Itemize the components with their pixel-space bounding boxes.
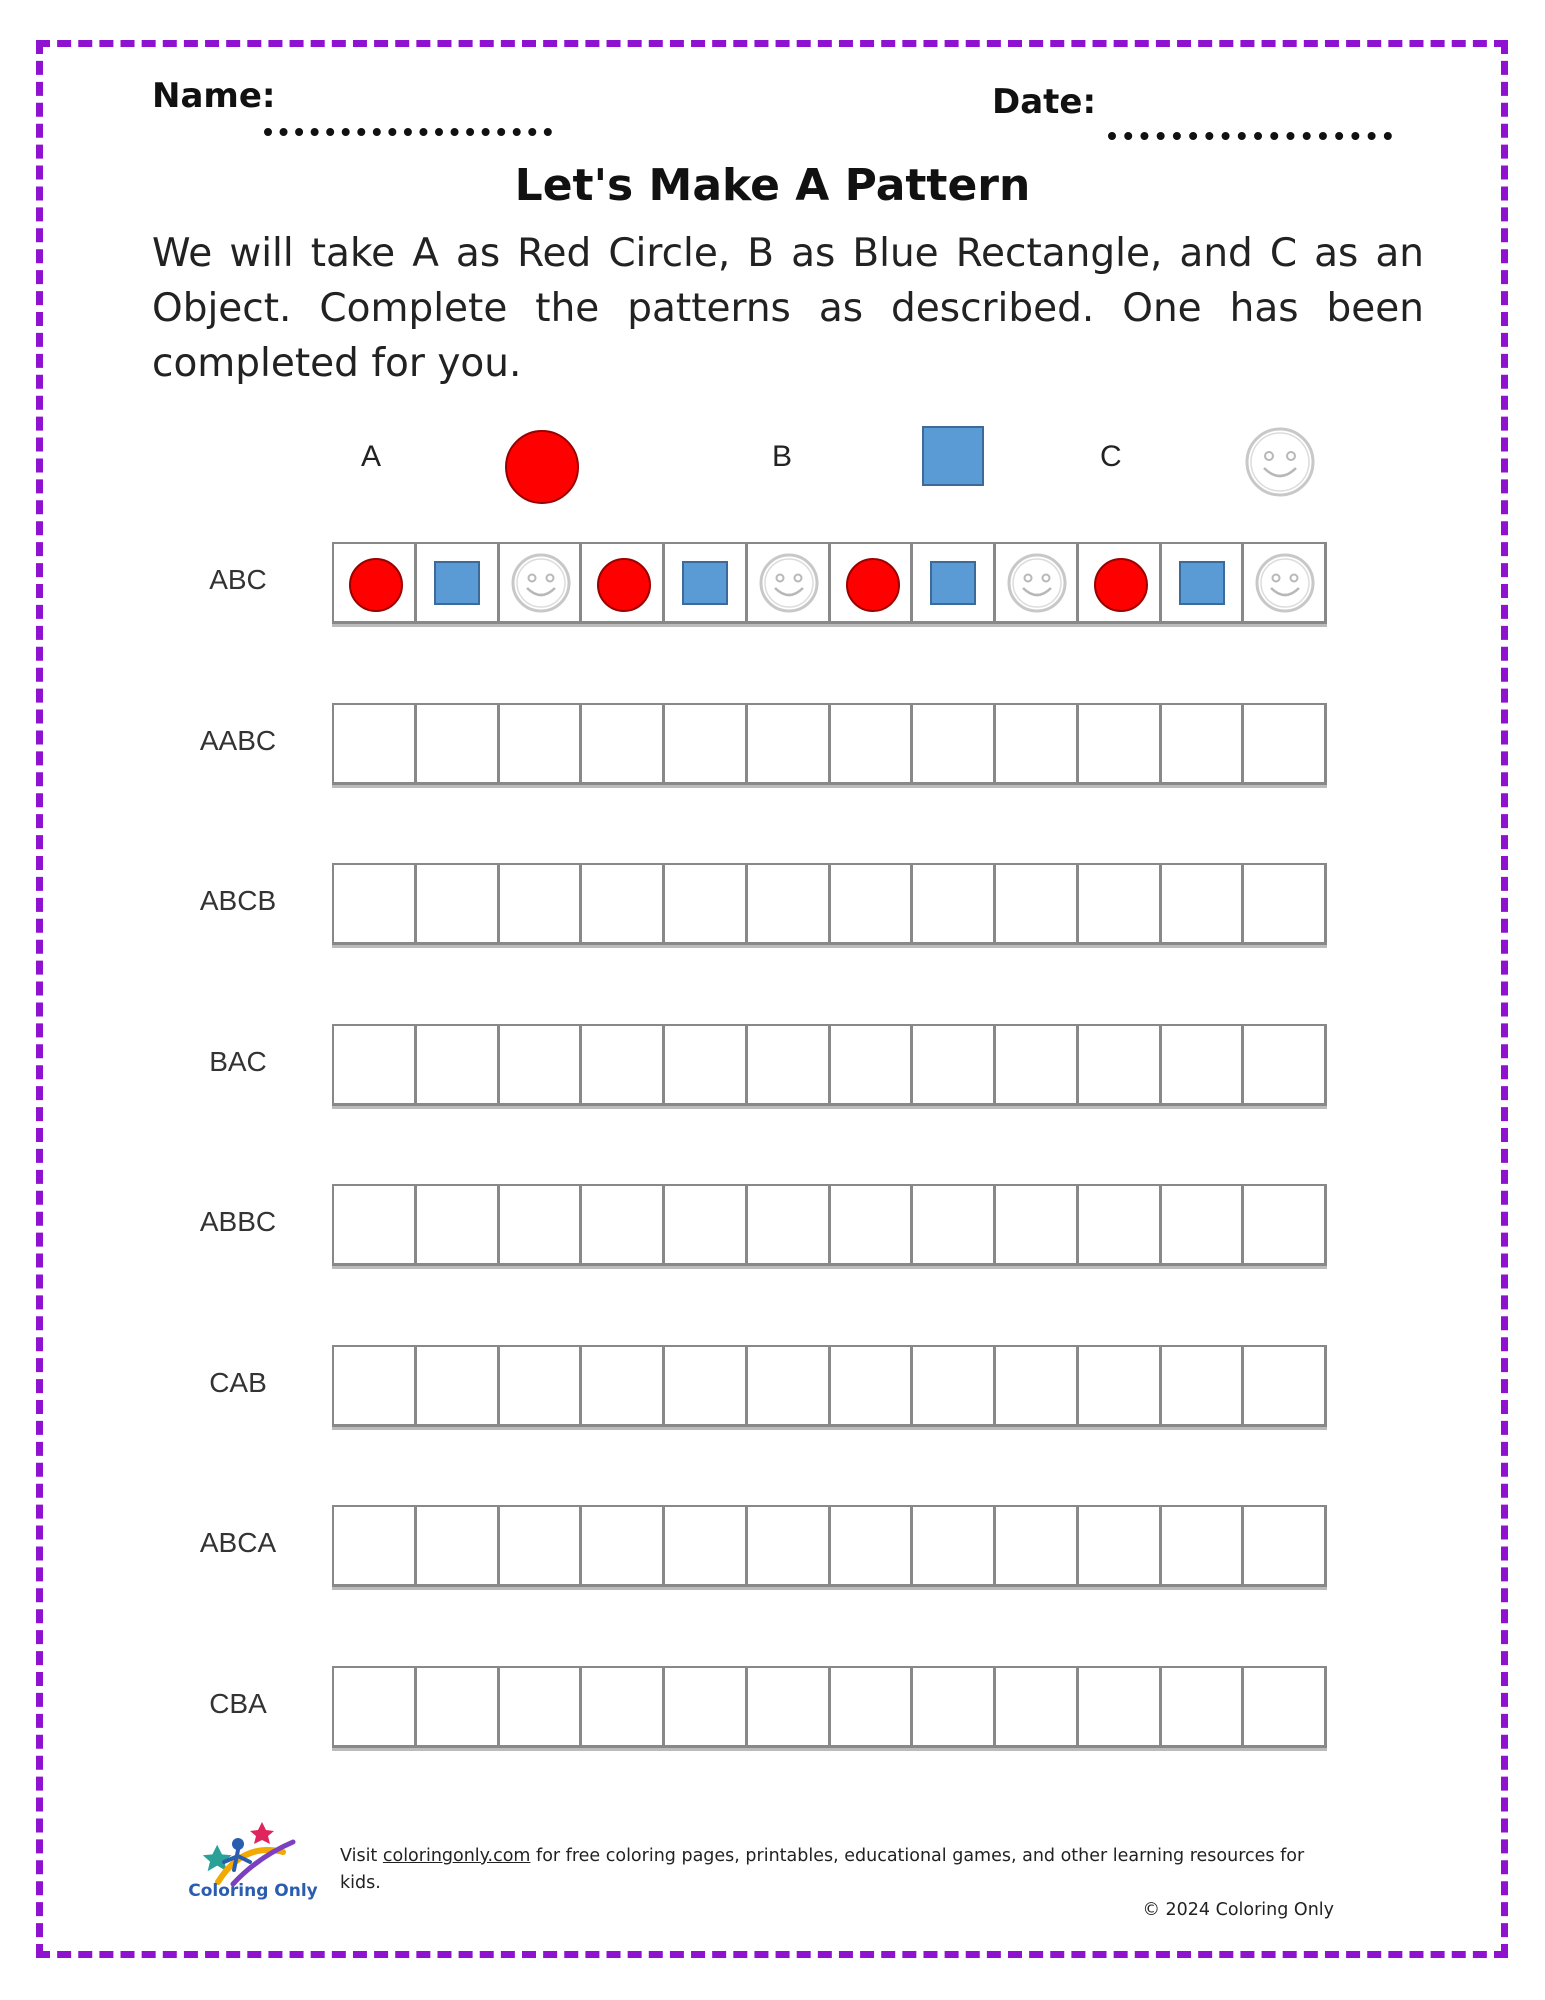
pattern-cell[interactable] <box>748 1668 831 1748</box>
pattern-cell[interactable] <box>748 865 831 945</box>
date-label: Date: <box>992 82 1097 122</box>
smiley-icon <box>1254 552 1316 614</box>
pattern-cell[interactable] <box>748 544 831 624</box>
pattern-cell[interactable] <box>1162 1186 1245 1266</box>
pattern-cell[interactable] <box>665 1026 748 1106</box>
pattern-cell[interactable] <box>334 1668 417 1748</box>
row-label-bac: BAC <box>209 1046 267 1077</box>
blue-square <box>930 561 976 605</box>
pattern-cell[interactable] <box>665 865 748 945</box>
pattern-cell[interactable] <box>913 1668 996 1748</box>
pattern-cell[interactable] <box>1244 1668 1327 1748</box>
pattern-cell[interactable] <box>582 1507 665 1587</box>
pattern-cell[interactable] <box>582 1186 665 1266</box>
key-blue-square <box>922 426 984 486</box>
instructions-text: We will take A as Red Circle, B as Blue Rectangle, and C as an Object. Complete the patterns as described. One has been completed for you. <box>152 231 1424 386</box>
footer-text <box>340 1843 1334 1924</box>
pattern-cell[interactable] <box>1244 865 1327 945</box>
pattern-cell[interactable] <box>913 1026 996 1106</box>
smiley-icon <box>1006 552 1068 614</box>
pattern-cell[interactable] <box>913 1186 996 1266</box>
name-label: Name: <box>152 76 276 116</box>
pattern-cell[interactable] <box>582 1668 665 1748</box>
row-label-abbc: ABBC <box>199 1206 277 1237</box>
pattern-cell[interactable] <box>996 865 1079 945</box>
pattern-cell[interactable] <box>996 1026 1079 1106</box>
pattern-cell[interactable] <box>417 544 500 624</box>
pattern-cell[interactable] <box>1079 1186 1162 1266</box>
pattern-cell[interactable] <box>500 1347 583 1427</box>
name-field-line[interactable] <box>264 128 552 136</box>
pattern-cell[interactable] <box>582 1347 665 1427</box>
footer-copyright: © 2024 Coloring Only <box>1142 1900 1334 1920</box>
pattern-cell[interactable] <box>748 1186 831 1266</box>
pattern-grid-bac <box>332 1024 1327 1106</box>
key-smiley-icon <box>1244 426 1316 498</box>
pattern-cell[interactable] <box>417 1507 500 1587</box>
pattern-cell[interactable] <box>1162 1507 1245 1587</box>
pattern-cell[interactable] <box>1244 1186 1327 1266</box>
pattern-cell[interactable] <box>996 705 1079 785</box>
pattern-cell[interactable] <box>1162 1026 1245 1106</box>
pattern-cell[interactable] <box>831 705 914 785</box>
row-label-cab: CAB <box>209 1367 267 1398</box>
red-circle <box>1094 558 1148 612</box>
pattern-cell[interactable] <box>748 1347 831 1427</box>
pattern-cell[interactable] <box>417 1026 500 1106</box>
pattern-cell[interactable] <box>913 544 996 624</box>
page-title: Let's Make A Pattern <box>514 160 1031 211</box>
footer-visit-suffix: for free coloring pages, printables, educational games, and other learning resources for kids. <box>340 1846 1305 1893</box>
blue-square <box>1179 561 1225 605</box>
pattern-cell[interactable] <box>582 544 665 624</box>
pattern-cell[interactable] <box>1162 544 1245 624</box>
pattern-cell[interactable] <box>500 1186 583 1266</box>
row-label-abca: ABCA <box>199 1527 277 1558</box>
smiley-icon <box>758 552 820 614</box>
pattern-cell[interactable] <box>582 1026 665 1106</box>
pattern-cell[interactable] <box>831 1507 914 1587</box>
red-circle <box>597 558 651 612</box>
pattern-cell[interactable] <box>334 1026 417 1106</box>
row-label-abcb: ABCB <box>199 885 277 916</box>
pattern-cell[interactable] <box>665 1347 748 1427</box>
pattern-cell[interactable] <box>665 1507 748 1587</box>
pattern-cell[interactable] <box>1244 1026 1327 1106</box>
pattern-cell[interactable] <box>500 865 583 945</box>
key-letter-c: C <box>1100 440 1122 473</box>
pattern-cell[interactable] <box>1162 1668 1245 1748</box>
pattern-cell[interactable] <box>334 1347 417 1427</box>
pattern-grid-abc <box>332 542 1327 624</box>
pattern-cell[interactable] <box>913 1347 996 1427</box>
pattern-cell[interactable] <box>417 1668 500 1748</box>
pattern-cell[interactable] <box>417 1186 500 1266</box>
pattern-cell[interactable] <box>1244 1347 1327 1427</box>
pattern-cell[interactable] <box>665 1186 748 1266</box>
pattern-cell[interactable] <box>831 1026 914 1106</box>
pattern-cell[interactable] <box>1079 544 1162 624</box>
pattern-cell[interactable] <box>913 865 996 945</box>
pattern-grid-abcb <box>332 863 1327 945</box>
pattern-cell[interactable] <box>1079 1347 1162 1427</box>
pattern-cell[interactable] <box>996 1347 1079 1427</box>
red-circle <box>349 558 403 612</box>
pattern-cell[interactable] <box>913 705 996 785</box>
pattern-cell[interactable] <box>334 705 417 785</box>
pattern-cell[interactable] <box>831 1186 914 1266</box>
pattern-grid-cba <box>332 1666 1327 1748</box>
key-letter-a: A <box>361 440 382 473</box>
pattern-cell[interactable] <box>417 705 500 785</box>
pattern-cell[interactable] <box>500 1668 583 1748</box>
pattern-cell[interactable] <box>996 544 1079 624</box>
pattern-cell[interactable] <box>665 1668 748 1748</box>
pattern-cell[interactable] <box>1079 705 1162 785</box>
pattern-cell[interactable] <box>500 544 583 624</box>
row-label-abc: ABC <box>209 564 267 595</box>
pattern-cell[interactable] <box>665 705 748 785</box>
red-circle <box>846 558 900 612</box>
pattern-grid-abbc <box>332 1184 1327 1266</box>
key-letter-b: B <box>772 440 793 473</box>
pattern-cell[interactable] <box>1244 705 1327 785</box>
row-label-cba: CBA <box>209 1688 267 1719</box>
pattern-cell[interactable] <box>500 705 583 785</box>
pattern-cell[interactable] <box>996 1507 1079 1587</box>
pattern-cell[interactable] <box>996 1668 1079 1748</box>
logo-text: Coloring Only <box>188 1881 318 1901</box>
pattern-cell[interactable] <box>334 865 417 945</box>
blue-square <box>682 561 728 605</box>
pattern-cell[interactable] <box>1079 865 1162 945</box>
pattern-cell[interactable] <box>334 1507 417 1587</box>
pattern-cell[interactable] <box>748 705 831 785</box>
key-red-circle <box>505 430 579 504</box>
pattern-cell[interactable] <box>748 1507 831 1587</box>
footer-visit-prefix: Visit <box>340 1846 383 1866</box>
pattern-cell[interactable] <box>1244 544 1327 624</box>
pattern-cell[interactable] <box>913 1507 996 1587</box>
row-label-aabc: AABC <box>199 725 277 756</box>
pattern-cell[interactable] <box>748 1026 831 1106</box>
pattern-grid-abca <box>332 1505 1327 1587</box>
blue-square <box>434 561 480 605</box>
pattern-cell[interactable] <box>417 1347 500 1427</box>
footer-site-link[interactable]: coloringonly.com <box>382 1846 531 1866</box>
pattern-cell[interactable] <box>1162 705 1245 785</box>
pattern-cell[interactable] <box>1162 865 1245 945</box>
pattern-cell[interactable] <box>831 865 914 945</box>
pattern-cell[interactable] <box>831 1668 914 1748</box>
pattern-grid-aabc <box>332 703 1327 785</box>
pattern-cell[interactable] <box>1079 1507 1162 1587</box>
pattern-grid-cab <box>332 1345 1327 1427</box>
pattern-cell[interactable] <box>582 865 665 945</box>
pattern-cell[interactable] <box>831 1347 914 1427</box>
pattern-cell[interactable] <box>1244 1507 1327 1587</box>
pattern-cell[interactable] <box>996 1186 1079 1266</box>
pattern-cell[interactable] <box>500 1026 583 1106</box>
pattern-cell[interactable] <box>500 1507 583 1587</box>
pattern-cell[interactable] <box>665 544 748 624</box>
pattern-cell[interactable] <box>417 865 500 945</box>
pattern-cell[interactable] <box>1162 1347 1245 1427</box>
pattern-cell[interactable] <box>1079 1668 1162 1748</box>
smiley-icon <box>510 552 572 614</box>
pattern-cell[interactable] <box>334 1186 417 1266</box>
pattern-cell[interactable] <box>334 544 417 624</box>
pattern-cell[interactable] <box>582 705 665 785</box>
pattern-cell[interactable] <box>831 544 914 624</box>
pattern-cell[interactable] <box>1079 1026 1162 1106</box>
date-field-line[interactable] <box>1108 132 1392 140</box>
